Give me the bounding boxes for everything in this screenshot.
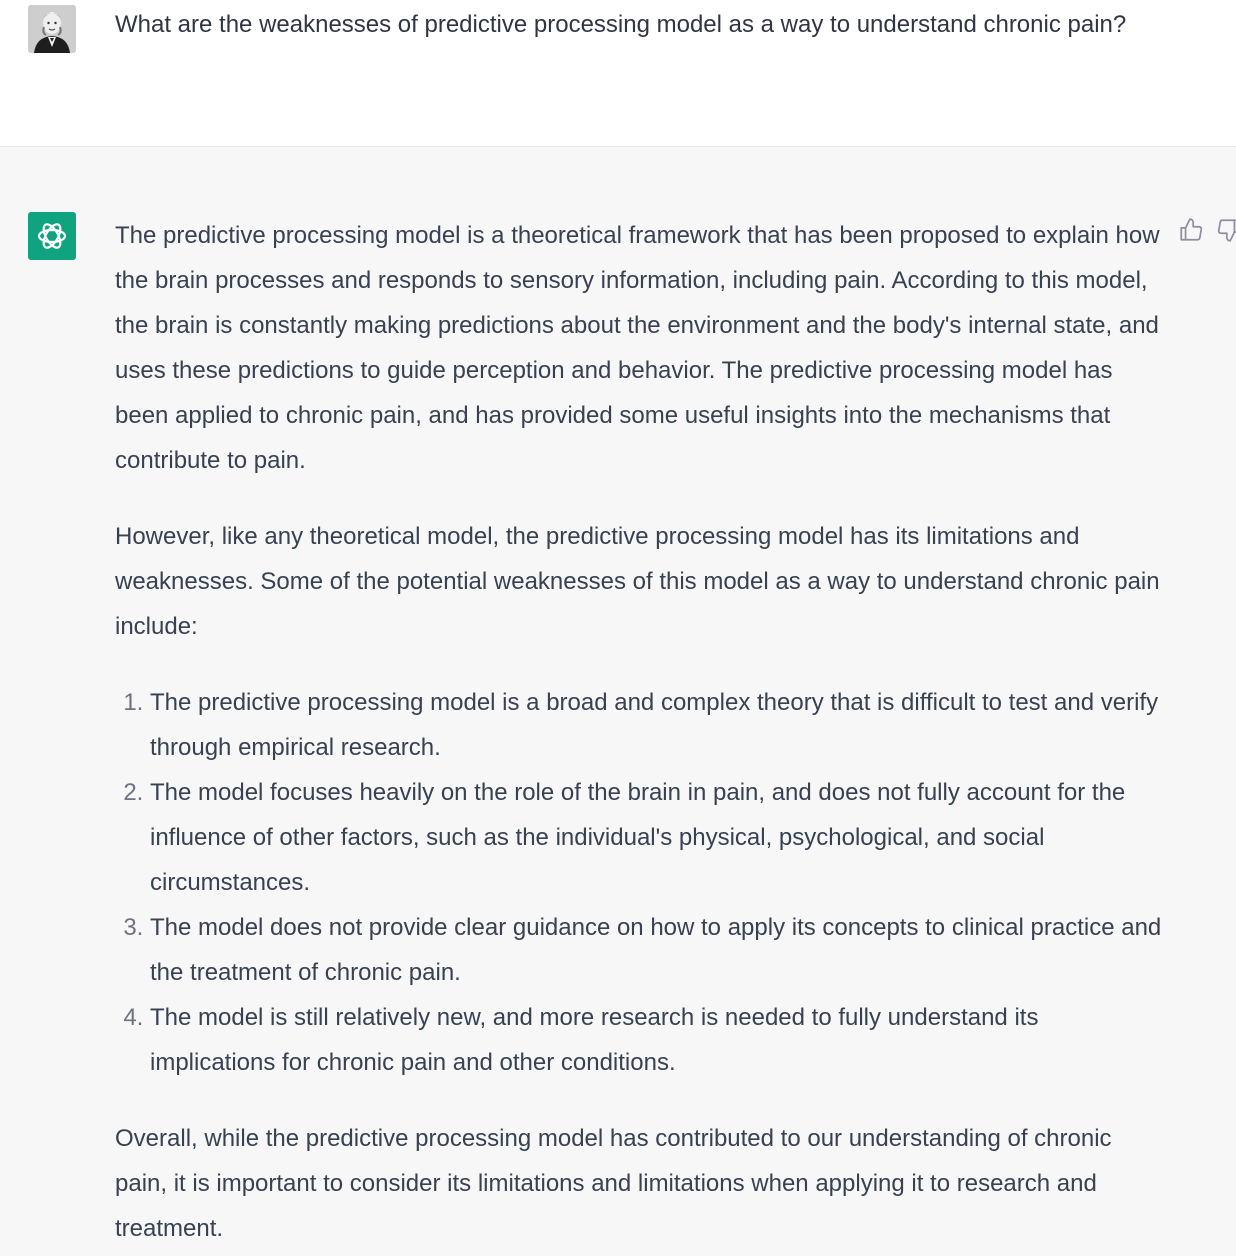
assistant-message-content [115,213,1165,1251]
user-message-row [0,0,1236,147]
thumbs-down-icon[interactable] [1216,217,1236,243]
list-item: 4. The model is still relatively new, and more research is needed to fully understand its implications for chronic pain and other conditions. [150,995,1165,1085]
list-item: 3. The model does not provide clear guidance on how to apply its concepts to clinical practice and the treatment of chronic pain. [150,905,1165,995]
thumbs-up-icon[interactable] [1178,217,1204,243]
user-avatar [28,5,76,53]
assistant-avatar [28,212,76,260]
assistant-paragraph-weaknesses: However, like any theoretical model, the predictive processing model has its limitations and weaknesses. Some of the potential weaknesses of this model as a way to understand chronic pain include: [115,523,1160,640]
list-item: 2. The model focuses heavily on the role of the brain in pain, and does not fully account for the influence of other factors, such as the individual's physical, psychological, and social circumstances. [150,770,1165,905]
assistant-message-row [0,147,1236,1256]
feedback-buttons [1178,217,1236,243]
user-message-text: What are the weaknesses of predictive processing model as a way to understand chronic pain? [115,11,1127,38]
assistant-paragraph-intro: The predictive processing model is a theoretical framework that has been proposed to explain how the brain processes and responds to sensory information, including pain. According to this model, the brain is constantly making predictions about the environment and the body's internal state, and uses these predictions to guide perception and behavior. The predictive processing model has been applied to chronic pain, and has provided some useful insights into the mechanisms that contribute to pain. [115,222,1160,474]
user-portrait-avatar-icon [28,5,76,53]
openai-logo-icon [34,218,70,254]
weaknesses-list [115,680,1165,1085]
assistant-paragraph-conclusion: Overall, while the predictive processing model has contributed to our understanding of chronic pain, it is important to consider its limitations and limitations when applying it to research and treatment. [115,1125,1112,1242]
list-item: 1. The predictive processing model is a broad and complex theory that is difficult to test and verify through empirical research. [150,680,1165,770]
